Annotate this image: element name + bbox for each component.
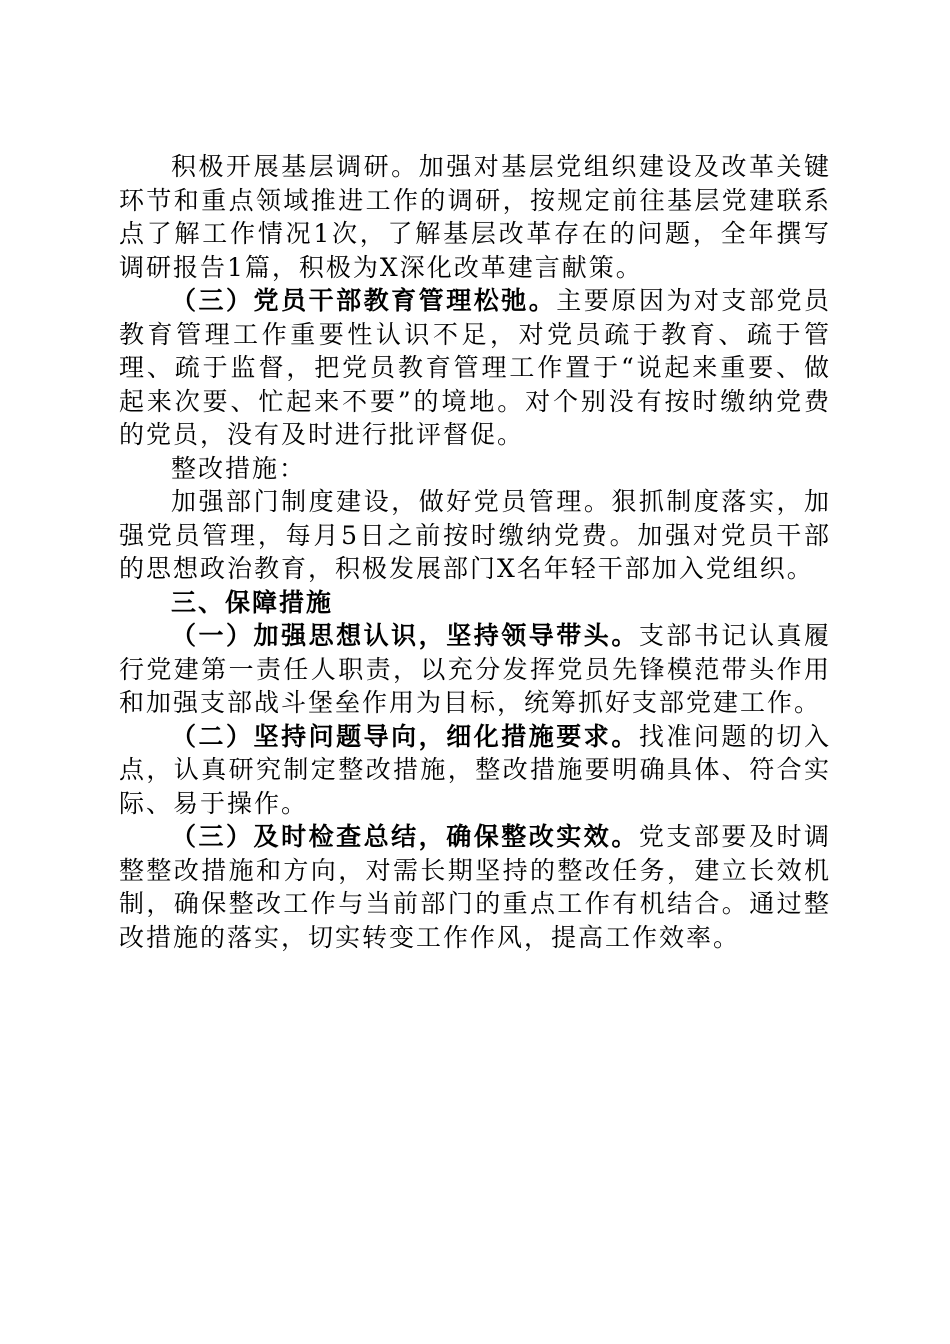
paragraph-heading: （三）及时检查总结，确保整改实效。 — [171, 822, 639, 851]
paragraph-guarantee-2 — [119, 720, 831, 821]
paragraph-guarantee-3 — [119, 820, 831, 954]
paragraph-rectification-label — [119, 452, 831, 486]
paragraph-text: 加强部门制度建设，做好党员管理。狠抓制度落实，加强党员管理，每月5日之前按时缴纳党费。加强对党员干部的思想政治教育，积极发展部门X名年轻干部加入党组织。 — [119, 487, 831, 583]
paragraph-text: 党支部要及时调整整改措施和方向，对需长期坚持的整改任务，建立长效机制，确保整改工作与当前部门的重点工作有机结合。通过整改措施的落实，切实转变工作作风，提高工作效率。 — [119, 822, 831, 952]
paragraph-heading: （三）党员干部教育管理松弛。 — [171, 286, 557, 315]
paragraph-text: 积极开展基层调研。加强对基层党组织建设及改革关键环节和重点领域推进工作的调研，按规定前往基层党建联系点了解工作情况1次，了解基层改革存在的问题，全年撰写调研报告1篇，积极为X深化改革建言献策。 — [119, 152, 831, 282]
section-heading-text: 三、保障措施 — [171, 587, 334, 617]
paragraph-rectification-measures — [119, 485, 831, 586]
paragraph-education-management — [119, 284, 831, 452]
paragraph-heading: （二）坚持问题导向，细化措施要求。 — [171, 721, 639, 751]
paragraph-text: 主要原因为对支部党员教育管理工作重要性认识不足，对党员疏于教育、疏于管理、疏于监督，把党员教育管理工作置于“说起来重要、做起来次要、忙起来不要”的境地。对个别没有按时缴纳党费的党员，没有及时进行批评督促。 — [119, 286, 831, 449]
paragraph-heading: （一）加强思想认识，坚持领导带头。 — [171, 621, 639, 650]
section-heading-guarantee — [119, 586, 831, 620]
paragraph-guarantee-1 — [119, 619, 831, 720]
paragraph-research — [119, 150, 831, 284]
paragraph-text: 支部书记认真履行党建第一责任人职责，以充分发挥党员先锋模范带头作用和加强支部战斗堡垒作用为目标，统筹抓好支部党建工作。 — [119, 621, 831, 717]
paragraph-text: 整改措施： — [171, 453, 307, 483]
document-body — [119, 150, 831, 954]
paragraph-text: 找准问题的切入点，认真研究制定整改措施，整改措施要明确具体、符合实际、易于操作。 — [119, 721, 831, 818]
